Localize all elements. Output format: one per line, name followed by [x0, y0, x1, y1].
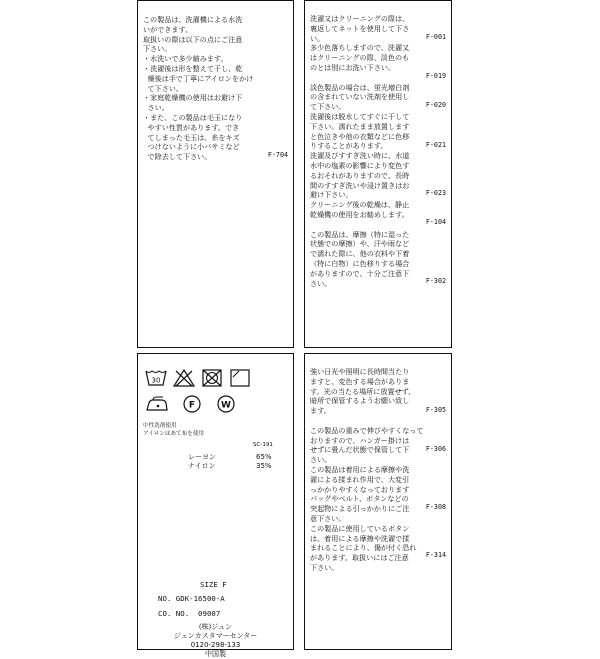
- text-line: 意下さい。: [310, 513, 346, 523]
- text-line: ・水洗いで多少縮みます。: [143, 54, 228, 64]
- text-line: ・家庭乾燥機の使用はお避け下: [143, 93, 243, 103]
- text-line: やすい性質があります。でき: [143, 122, 240, 132]
- text-line: この製品は着用による摩擦や洗: [310, 464, 410, 474]
- care-code: F-020: [425, 101, 446, 109]
- fiber-name: ナイロン: [188, 462, 216, 470]
- text-line: 洗濯及びすすぎ洗い時に、水道: [310, 151, 410, 161]
- text-line: はクリーニングの際、淡色のも: [310, 53, 410, 63]
- text-line: で濡れた際に、他の衣料や下着: [310, 249, 410, 259]
- text-line: 淡色製品の場合は、蛍光増白剤: [310, 82, 410, 92]
- text-line: 燥後は手で丁寧にアイロンをかけ: [143, 73, 254, 83]
- care-code: F-305: [425, 406, 446, 414]
- text-line: っかかりやすくなっております: [310, 484, 410, 494]
- text-line: [310, 220, 409, 230]
- care-code: F-021: [425, 141, 446, 149]
- text-line: 取扱いの際は以下の点にご注意: [143, 34, 243, 44]
- care-code: F-001: [425, 33, 446, 41]
- origin-country: 中国製: [205, 650, 226, 658]
- color-number: CO. NO. 09007: [158, 609, 221, 618]
- care-symbols-row-2: [145, 394, 237, 414]
- text-line: がありますので、十分ご注意下: [310, 268, 410, 278]
- text-line: 突起物による引っかかりにご注: [310, 504, 410, 514]
- care-panel-top-left: [137, 0, 294, 348]
- text-line: ますと、変色する場合がありま: [310, 376, 410, 386]
- care-code: F-023: [425, 189, 446, 197]
- iron-icon: [145, 394, 169, 414]
- fiber-pct: 35%: [256, 462, 272, 470]
- no-tumble-dry-icon: [201, 368, 223, 388]
- dry-clean-letter: F: [188, 400, 196, 411]
- fiber-name: レーヨン: [188, 453, 216, 461]
- text-line: て下さい。: [143, 83, 183, 93]
- text-line: バッグやベルト、ボタンなどの: [310, 494, 409, 504]
- text-line: す。光の当たる場所に放置せず、: [310, 386, 416, 396]
- text-line: この製品は、摩擦（特に湿った: [310, 229, 410, 239]
- text-line: 裏返してネットを使用して下さ: [310, 23, 410, 33]
- text-line: いができます。: [143, 24, 193, 34]
- text-line: ・また、この製品は毛玉になり: [143, 112, 243, 122]
- care-symbols-row-1: [145, 368, 251, 388]
- text-line: ・洗濯後は形を整えて干し、乾: [143, 63, 243, 73]
- care-note: アイロンはあて布を使用: [143, 431, 205, 437]
- text-line: この製品は、洗濯機による水洗: [143, 15, 243, 24]
- text-line: この製品の重みで伸びやすくなって: [310, 425, 424, 435]
- text-line: のとは別にお洗い下さい。: [310, 62, 396, 72]
- text-line: 下さい。濡れたまま放置します: [310, 121, 410, 131]
- text-line: で除去して下さい。: [143, 152, 212, 162]
- text-line: 状態での摩擦）や、汗や雨など: [310, 239, 410, 249]
- text-line: 下さい。: [310, 562, 339, 572]
- text-line: い。: [310, 33, 325, 43]
- no-bleach-icon: [173, 368, 195, 388]
- product-number: NO. GDK-16500-A: [158, 594, 225, 603]
- text-line: この製品に使用しているボタン: [310, 523, 410, 533]
- text-line: 間のすすぎ洗いや浸け置きはお: [310, 180, 410, 190]
- care-note: 中性洗剤使用: [143, 423, 177, 429]
- company-name: (株)ジュン: [198, 623, 233, 631]
- text-line: 洗濯又はクリーニングの際は、: [310, 14, 410, 23]
- label-panel-bottom-left: [137, 353, 294, 658]
- text-line: [310, 416, 424, 426]
- text-line: は、着用による摩擦や洗濯で揉: [310, 533, 410, 543]
- text-line: 下さい。: [143, 44, 172, 54]
- wet-clean-w-icon: [215, 394, 237, 414]
- sc-code: SC-191: [252, 442, 273, 448]
- phone-number: 0120-298-133: [190, 641, 241, 649]
- text-line: の含まれていない洗剤を使用し: [310, 92, 410, 102]
- text-line: 洗濯後は脱水してすぐに干して: [310, 111, 410, 121]
- customer-center: ジュンカスタマーセンター: [173, 632, 258, 640]
- size-label: SIZE F: [200, 580, 227, 589]
- text-line: せずに畳んだ状態で保管して下: [310, 445, 410, 455]
- care-instructions-text: [310, 14, 409, 288]
- text-line: てしまった毛玉は、糸をキズ: [143, 132, 240, 142]
- care-instructions-text: [310, 367, 424, 573]
- care-instructions-text: [143, 15, 253, 162]
- text-line: [310, 73, 409, 83]
- text-line: さい。: [310, 278, 332, 288]
- fiber-pct: 65%: [256, 453, 272, 461]
- text-line: て下さい。: [310, 102, 346, 112]
- wet-clean-letter: W: [221, 400, 231, 411]
- text-line: るおそれがありますので、長時: [310, 170, 410, 180]
- care-panel-bottom-right: [304, 353, 452, 650]
- text-line: さい。: [310, 455, 332, 465]
- care-code: F-308: [425, 503, 446, 511]
- care-code: F-704: [267, 151, 288, 159]
- care-code: F-314: [425, 551, 446, 559]
- text-line: （特に白物）に色移りする場合: [310, 258, 410, 268]
- dry-clean-f-icon: [181, 394, 203, 414]
- text-line: さい。: [143, 103, 169, 113]
- text-line: クリーニング後の乾燥は、静止: [310, 200, 410, 210]
- care-code: F-019: [425, 72, 446, 80]
- text-line: があります。取扱いにはご注意: [310, 553, 409, 563]
- text-line: 濯による揉まれ作用で、大変引: [310, 474, 410, 484]
- text-line: 暗所で保管するようお願い致し: [310, 396, 410, 406]
- text-line: まれることにより、傷が付く恐れ: [310, 543, 417, 553]
- text-line: 乾燥機の使用をお勧めします。: [310, 209, 409, 219]
- care-code: F-302: [425, 277, 446, 285]
- text-line: 強い日光や照明に長時間当たり: [310, 367, 410, 376]
- text-line: つけないように小バサミなど: [143, 142, 240, 152]
- text-line: りすることがあります。: [310, 141, 388, 151]
- text-line: ます。: [310, 406, 331, 416]
- care-code: F-104: [425, 218, 446, 226]
- text-line: おりますので、ハンガー掛けは: [310, 435, 410, 445]
- text-line: 水中の塩素の影響により変色す: [310, 160, 410, 170]
- line-dry-icon: [229, 368, 251, 388]
- text-line: 多少色落ちしますので、洗濯又: [310, 43, 410, 53]
- care-code: F-306: [425, 445, 446, 453]
- text-line: 避け下さい。: [310, 190, 353, 200]
- wash-temp-label: 30: [151, 376, 161, 385]
- text-line: と色泣きや他の衣類などに色移: [310, 131, 410, 141]
- wash-30-icon: [145, 368, 167, 388]
- care-panel-top-right: [304, 0, 452, 348]
